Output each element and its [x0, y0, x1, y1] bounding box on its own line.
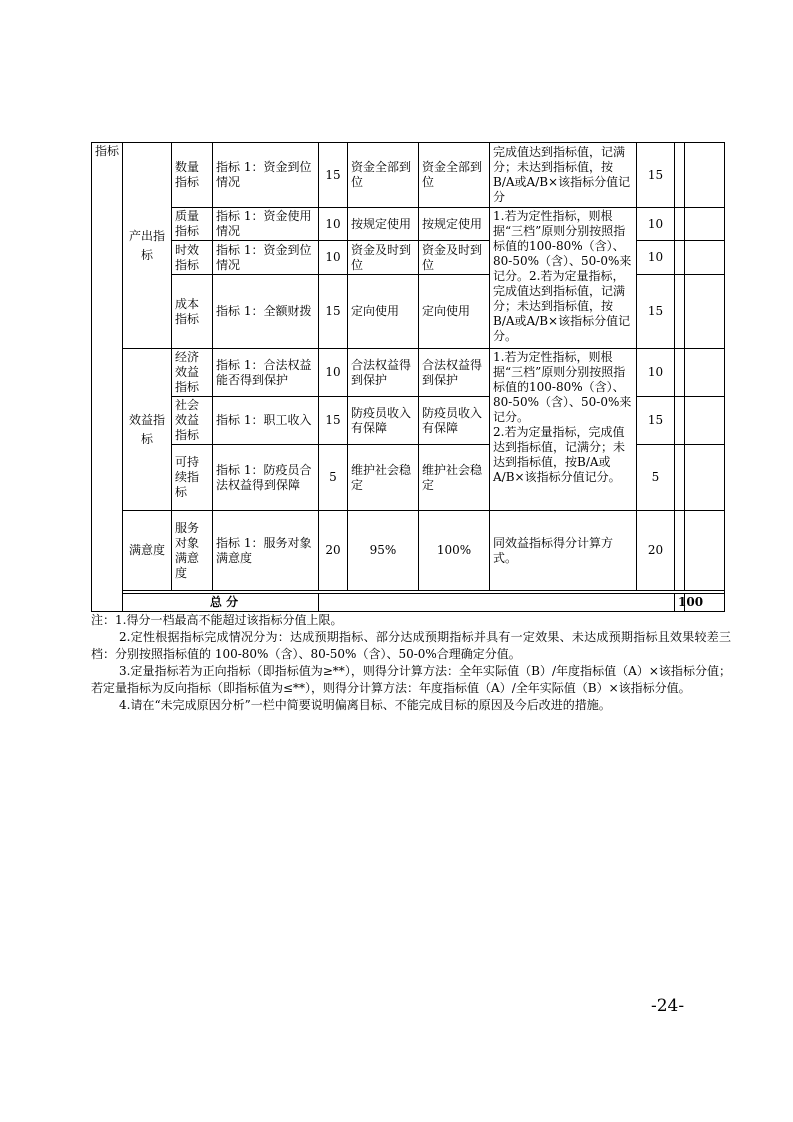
- empty-cell: [675, 275, 685, 349]
- weight-cell: 20: [319, 511, 348, 591]
- score-cell: 10: [637, 208, 675, 241]
- empty-cell: [675, 143, 685, 208]
- total-blank: [319, 594, 675, 612]
- target-cell: 定向使用: [348, 275, 419, 349]
- target-cell: 按规定使用: [348, 208, 419, 241]
- total-label: 总 分: [123, 594, 319, 612]
- empty-cell: [675, 208, 685, 241]
- weight-cell: 10: [319, 208, 348, 241]
- score-cell: 15: [637, 397, 675, 445]
- rule-cell: 同效益指标得分计算方式。: [490, 511, 637, 591]
- level3-label: 社会效益指标: [172, 397, 213, 445]
- score-cell: 10: [637, 349, 675, 397]
- page-number: -24-: [651, 996, 685, 1016]
- weight-cell: 5: [319, 445, 348, 511]
- rule-cell: 完成值达到指标值，记满分；未达到指标值，按B/A或A/B×该指标分值记分: [490, 143, 637, 208]
- notes: [91, 612, 731, 714]
- group-satisfaction-label: 满意度: [123, 511, 172, 591]
- weight-cell: 15: [319, 275, 348, 349]
- actual-cell: 按规定使用: [419, 208, 490, 241]
- target-cell: 合法权益得到保护: [348, 349, 419, 397]
- score-cell: 5: [637, 445, 675, 511]
- level3-label: 经济效益指标: [172, 349, 213, 397]
- actual-cell: 防疫员收入有保障: [419, 397, 490, 445]
- empty-cell: [675, 241, 685, 275]
- level3-label: 成本指标: [172, 275, 213, 349]
- actual-cell: 维护社会稳定: [419, 445, 490, 511]
- indicator-cell: 指标 1：资金使用情况: [213, 208, 319, 241]
- actual-cell: 资金全部到位: [419, 143, 490, 208]
- score-cell: 10: [637, 241, 675, 275]
- actual-cell: 100%: [419, 511, 490, 591]
- score-cell: 15: [637, 143, 675, 208]
- actual-cell: 合法权益得到保护: [419, 349, 490, 397]
- level3-label: 时效指标: [172, 241, 213, 275]
- level3-label: 数量指标: [172, 143, 213, 208]
- empty-cell: [675, 511, 685, 591]
- weight-cell: 10: [319, 349, 348, 397]
- empty-cell: [685, 208, 725, 241]
- empty-cell: [685, 445, 725, 511]
- target-cell: 维护社会稳定: [348, 445, 419, 511]
- weight-cell: 15: [319, 143, 348, 208]
- target-cell: 防疫员收入有保障: [348, 397, 419, 445]
- actual-cell: 资金及时到位: [419, 241, 490, 275]
- indicator-cell: 指标 1：资金到位情况: [213, 241, 319, 275]
- indicator-cell: 指标 1：全额财拨: [213, 275, 319, 349]
- performance-table: [91, 142, 725, 612]
- indicator-cell: 指标 1：合法权益能否得到保护: [213, 349, 319, 397]
- actual-cell: 定向使用: [419, 275, 490, 349]
- target-cell: 95%: [348, 511, 419, 591]
- level3-label: 服务对象满意度: [172, 511, 213, 591]
- indicator-cell: 指标 1：资金到位情况: [213, 143, 319, 208]
- indicator-cell: 指标 1：服务对象满意度: [213, 511, 319, 591]
- empty-cell: [685, 397, 725, 445]
- score-cell: 15: [637, 275, 675, 349]
- note-3: 3.定量指标若为正向指标（即指标值为≥**），则得分计算方法：全年实际值（B）/年度指标值（A）×该指标分值；若定量指标为反向指标（即指标值为≤**），则得分计算方法：年度指标值（A）/全年实际值（B）×该指标分值。: [91, 664, 731, 695]
- empty-cell: [675, 397, 685, 445]
- group-benefit-label: 效益指标: [123, 349, 172, 511]
- rule-cell-output-merged: 1.若为定性指标，则根据“三档”原则分别按照指标值的100-80%（含）、80-50%（含）、50-0%来记分。2.若为定量指标，完成值达到指标值，记满分；未达到指标值，按B/A或A/B×该指标分值记分。: [490, 208, 637, 349]
- level1-label: 指标: [92, 143, 123, 612]
- empty-cell: [675, 349, 685, 397]
- empty-cell: [685, 275, 725, 349]
- note-4: 4.请在“未完成原因分析”一栏中简要说明偏离目标、不能完成目标的原因及今后改进的措施。: [119, 698, 611, 712]
- target-cell: 资金全部到位: [348, 143, 419, 208]
- group-output-label: 产出指标: [123, 143, 172, 349]
- total-value: 100: [675, 594, 685, 612]
- score-cell: 20: [637, 511, 675, 591]
- empty-cell: [685, 241, 725, 275]
- note-1: 注：1.得分一档最高不能超过该指标分值上限。: [91, 613, 343, 627]
- level3-label: 质量指标: [172, 208, 213, 241]
- empty-cell: [685, 143, 725, 208]
- indicator-cell: 指标 1：职工收入: [213, 397, 319, 445]
- weight-cell: 10: [319, 241, 348, 275]
- note-2: 2.定性根据指标完成情况分为：达成预期指标、部分达成预期指标并具有一定效果、未达成预期指标且效果较差三档：分别按照指标值的 100-80%（含）、80-50%（含）、50-0%合理确定分值。: [91, 630, 731, 661]
- rule-cell-benefit-merged: 1.若为定性指标，则根据“三档”原则分别按照指标值的100-80%（含）、80-50%（含）、50-0%来记分。 2.若为定量指标，完成值达到指标值，记满分；未达到指标值，按B/A或A/B×该指标分值记分。: [490, 349, 637, 511]
- target-cell: 资金及时到位: [348, 241, 419, 275]
- level3-label: 可持续指标: [172, 445, 213, 511]
- empty-cell: [685, 349, 725, 397]
- weight-cell: 15: [319, 397, 348, 445]
- indicator-cell: 指标 1：防疫员合法权益得到保障: [213, 445, 319, 511]
- empty-cell: [675, 445, 685, 511]
- empty-cell: [685, 511, 725, 591]
